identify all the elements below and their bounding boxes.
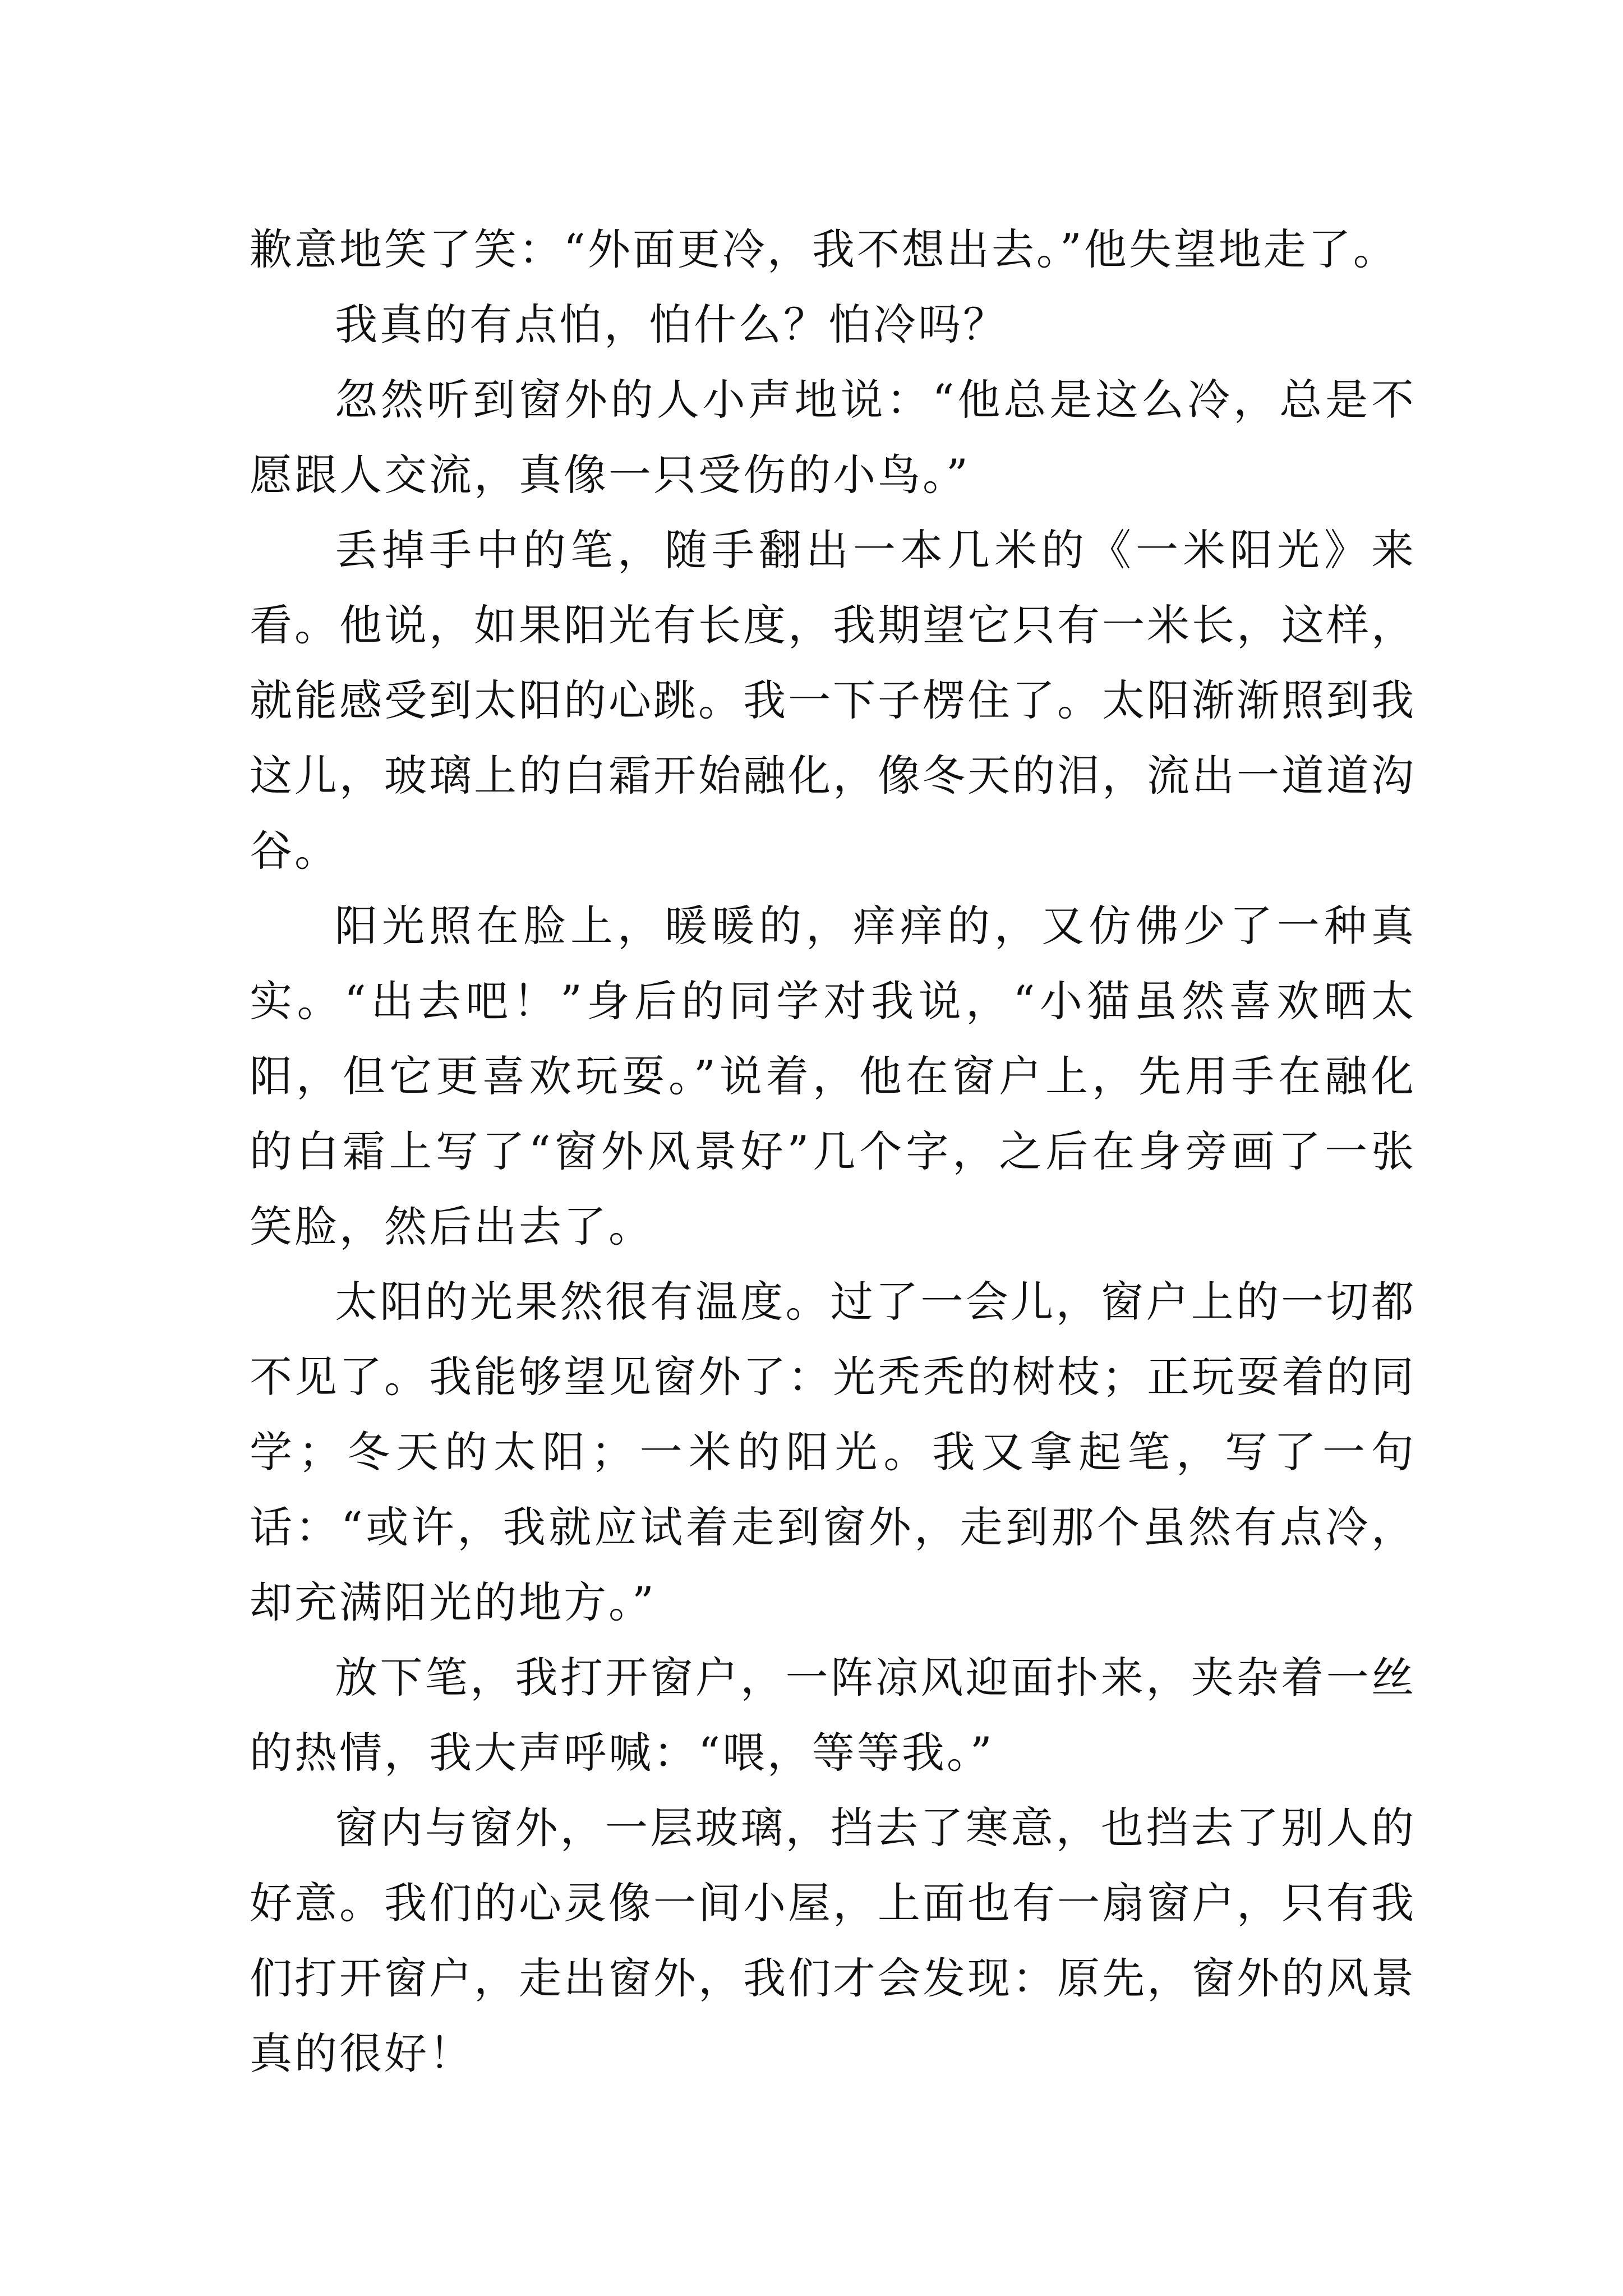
- paragraph-7: 放下笔，我打开窗户，一阵凉风迎面扑来，夹杂着一丝的热情，我大声呼喊：“喂，等等我。”: [250, 1653, 1416, 1778]
- paragraph-8: 窗内与窗外，一层玻璃，挡去了寒意，也挡去了别人的好意。我们的心灵像一间小屋，上面也有一扇窗户，只有我们打开窗户，走出窗外，我们才会发现：原先，窗外的风景真的很好！: [250, 1803, 1416, 2078]
- paragraph-5: 阳光照在脸上，暖暖的，痒痒的，又仿佛少了一种真实。“出去吧！”身后的同学对我说，“小猫虽然喜欢晒太阳，但它更喜欢玩耍。”说着，他在窗户上，先用手在融化的白霜上写了“窗外风景好”几个字，之后在身旁画了一张笑脸，然后出去了。: [250, 901, 1416, 1251]
- paragraph-2: 我真的有点怕，怕什么？怕冷吗？: [335, 300, 1008, 349]
- document-body: [250, 212, 1416, 2091]
- paragraph-3: 忽然听到窗外的人小声地说：“他总是这么冷，总是不愿跟人交流，真像一只受伤的小鸟。”: [250, 375, 1416, 500]
- paragraph-6: 太阳的光果然很有温度。过了一会儿，窗户上的一切都不见了。我能够望见窗外了：光秃秃的树枝；正玩耍着的同学；冬天的太阳；一米的阳光。我又拿起笔，写了一句话：“或许，我就应试着走到窗外，走到那个虽然有点冷，却充满阳光的地方。”: [250, 1277, 1416, 1627]
- paragraph-1: 歉意地笑了笑：“外面更冷，我不想出去。”他失望地走了。: [250, 224, 1398, 274]
- paragraph-4: 丢掉手中的笔，随手翻出一本几米的《一米阳光》来看。他说，如果阳光有长度，我期望它只有一米长，这样，就能感受到太阳的心跳。我一下子楞住了。太阳渐渐照到我这儿，玻璃上的白霜开始融化，像冬天的泪，流出一道道沟谷。: [250, 525, 1416, 876]
